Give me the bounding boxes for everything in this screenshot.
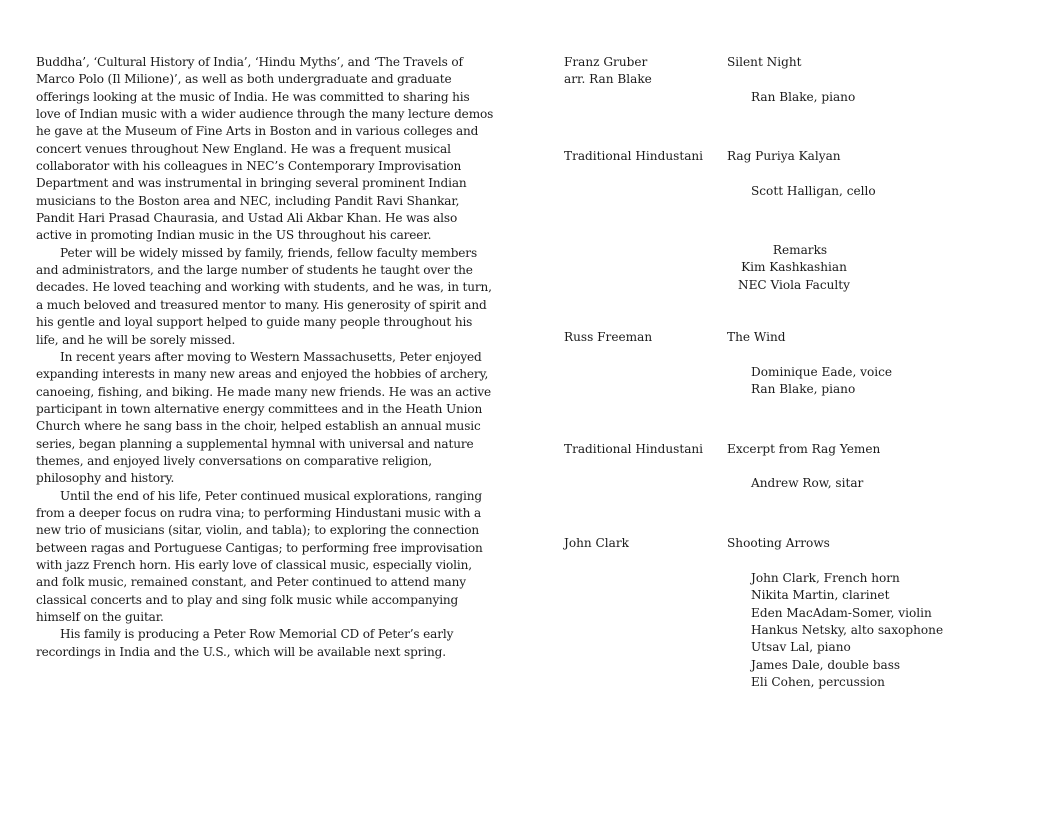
piece-performers xyxy=(751,364,1031,399)
piece-performers xyxy=(751,475,1031,492)
piece-composer xyxy=(564,54,724,89)
biography-paragraph: Peter will be widely missed by family, friends, fellow faculty members and administrators, and the large number of students he taught over the decades. He loved teaching and working with students, and he was, in turn, a much beloved and treasured mentor to many. His generosity of spirit and his gentle and loyal support helped to guide many people throughout his life, and he will be sorely missed. xyxy=(36,245,492,347)
biography-paragraph: Buddha’, ‘Cultural History of India’, ‘Hindu Myths’, and ‘The Travels of Marco Polo (Il Milione)’, as well as both undergraduate and graduate offerings looking at the music of India. He was committed to sharing his love of Indian music with a wider audience through the many lecture demos he gave at the Museum of Fine Arts in Boston and in various colleges and concert venues throughout New England. He was a frequent musical collaborator with his colleagues in NEC’s Contemporary Improvisation Department and was instrumental in bringing several prominent Indian musicians to the Boston area and NEC, including Pandit Ravi Shankar, Pandit Hari Prasad Chaurasia, and Ustad Ali Akbar Khan. He was also active in promoting Indian music in the US throughout his career. xyxy=(36,55,494,243)
remarks-heading: Remarks xyxy=(772,243,828,257)
performer: Ran Blake, piano xyxy=(751,382,856,397)
piece-performers xyxy=(751,89,1031,106)
performer: James Dale, double bass xyxy=(751,657,901,672)
remarks-affiliation: NEC Viola Faculty xyxy=(737,277,850,292)
performer: Eden MacAdam-Somer, violin xyxy=(751,605,932,620)
piece-title: The Wind xyxy=(727,330,786,344)
piece-composer xyxy=(564,148,724,165)
composer-name: Franz Gruber xyxy=(564,55,648,69)
performer: Eli Cohen, percussion xyxy=(751,675,885,690)
piece-title: Rag Puriya Kalyan xyxy=(727,149,841,163)
biography-paragraph: His family is producing a Peter Row Memorial CD of Peter’s early recordings in India and the U.S., which will be available next spring. xyxy=(36,627,454,659)
performer: Nikita Martin, clarinet xyxy=(751,588,890,603)
remarks-block xyxy=(724,242,864,294)
performer: Utsav Lal, piano xyxy=(751,640,851,655)
piece-composer xyxy=(564,535,724,552)
performer: John Clark, French horn xyxy=(751,571,900,585)
composer-name: John Clark xyxy=(564,536,629,550)
piece-composer xyxy=(564,441,724,458)
piece-title: Silent Night xyxy=(727,55,802,69)
piece-performers xyxy=(751,570,1031,691)
performer: Dominique Eade, voice xyxy=(751,365,893,379)
composer-name: Russ Freeman xyxy=(564,330,653,344)
biography-paragraph: In recent years after moving to Western Massachusetts, Peter enjoyed expanding interests in many new areas and enjoyed the hobbies of archery, canoeing, fishing, and biking. He made many new friends. He was an active participant in town alternative energy committees and in the Heath Union Church where he sang bass in the choir, helped establish an annual music series, began planning a supplemental hymnal with universal and nature themes, and enjoyed lively conversations on comparative religion, philosophy and history. xyxy=(36,349,492,486)
biography-column xyxy=(36,54,496,661)
biography-paragraph: Until the end of his life, Peter continued musical explorations, ranging from a deeper focus on rudra vina; to performing Hindustani music with a new trio of musicians (sitar, violin, and tabla); to exploring the connection between ragas and Portuguese Cantigas; to performing free improvisation with jazz French horn. His early love of classical music, especially violin, and folk music, remained constant, and Peter continued to attend many classical concerts and to play and sing folk music while accompanying himself on the guitar. xyxy=(36,488,483,624)
performer: Scott Halligan, cello xyxy=(751,184,876,198)
remarks-speaker: Kim Kashkashian xyxy=(741,260,847,275)
performer: Andrew Row, sitar xyxy=(751,476,864,490)
composer-name: Traditional Hindustani xyxy=(564,442,704,456)
composer-name: Traditional Hindustani xyxy=(564,149,704,163)
piece-title: Shooting Arrows xyxy=(727,536,830,550)
piece-performers xyxy=(751,183,1031,200)
arranger-name: arr. Ran Blake xyxy=(564,72,652,87)
piece-composer xyxy=(564,329,724,346)
performer: Ran Blake, piano xyxy=(751,90,856,104)
performer: Hankus Netsky, alto saxophone xyxy=(751,623,944,638)
piece-title: Excerpt from Rag Yemen xyxy=(727,442,881,456)
